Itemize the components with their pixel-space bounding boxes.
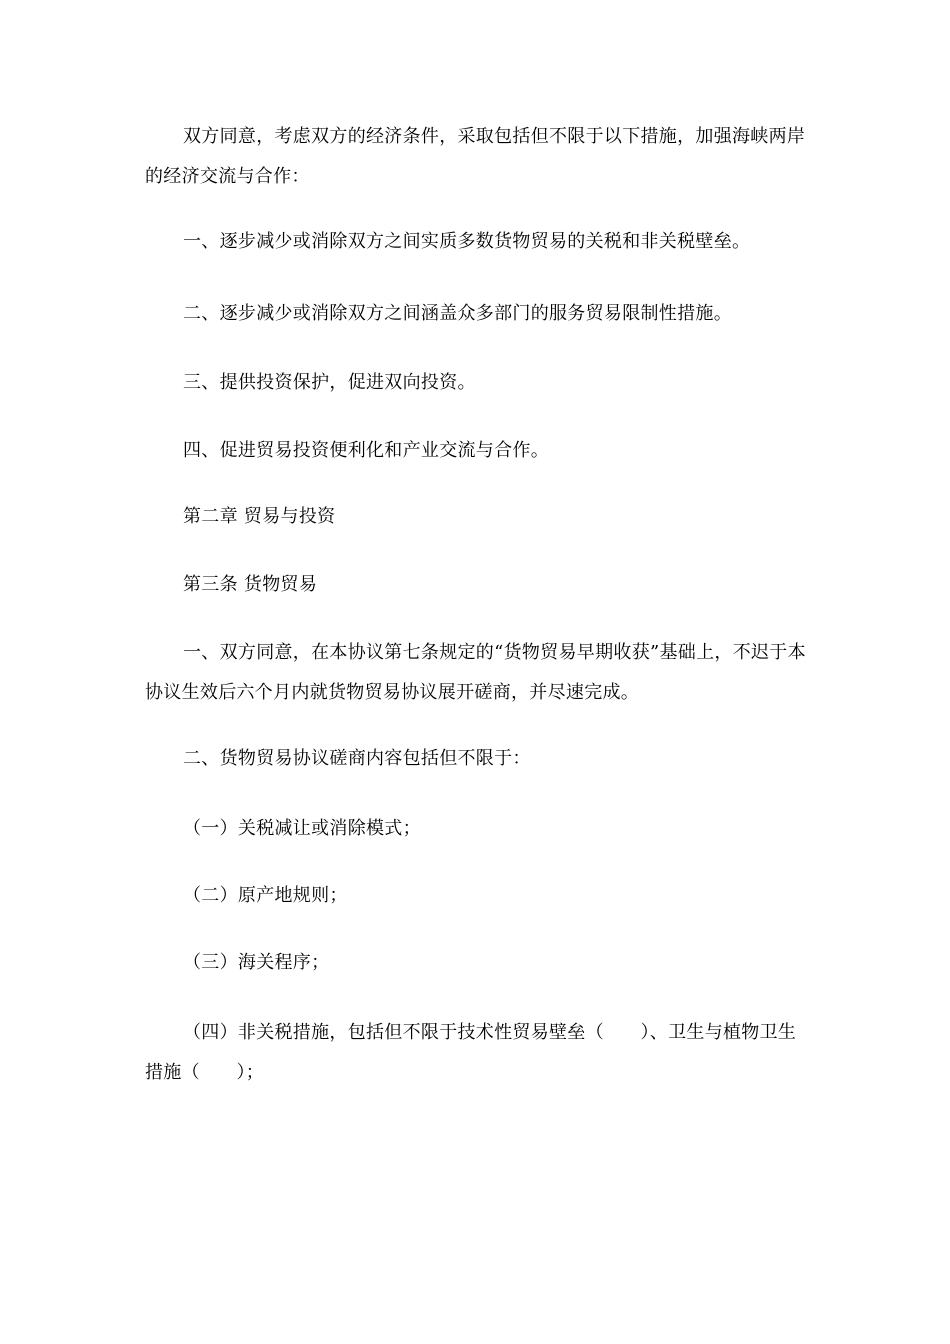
paragraph-intro: 双方同意，考虑双方的经济条件，采取包括但不限于以下措施，加强海峡两岸的经济交流与合作：: [145, 126, 806, 187]
paragraph-item-2: 二、逐步减少或消除双方之间涵盖众多部门的服务贸易限制性措施。: [183, 303, 732, 324]
chapter-heading: 第二章 贸易与投资: [183, 506, 336, 527]
paragraph-item-4: 四、促进贸易投资便利化和产业交流与合作。: [183, 440, 549, 461]
paragraph-item-3: 三、提供投资保护，促进双向投资。: [183, 372, 476, 393]
paragraph-subitem-4: （四）非关税措施，包括但不限于技术性贸易壁垒（ ）、卫生与植物卫生措施（ ）；: [145, 1022, 797, 1083]
paragraph-subitem-2: （二）原产地规则；: [183, 885, 348, 906]
paragraph-article-clause-2: 二、货物贸易协议磋商内容包括但不限于：: [183, 748, 531, 769]
paragraph-subitem-1: （一）关税减让或消除模式；: [183, 818, 421, 839]
paragraph-article-clause-1: 一、双方同意，在本协议第七条规定的“货物贸易早期收获”基础上，不迟于本协议生效后六个月内就货物贸易协议展开磋商，并尽速完成。: [145, 642, 806, 703]
article-heading: 第三条 货物贸易: [183, 574, 318, 595]
paragraph-item-1: 一、逐步减少或消除双方之间实质多数货物贸易的关税和非关税壁垒。: [183, 231, 751, 252]
paragraph-subitem-3: （三）海关程序；: [183, 952, 330, 973]
